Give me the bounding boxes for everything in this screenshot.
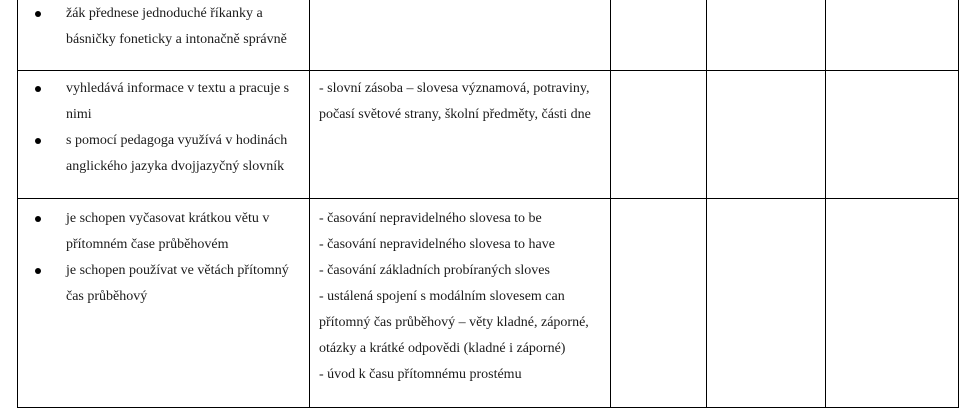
table-row [18,0,959,71]
content-line: - časování základních probíraných sloves [319,263,550,278]
content-lines [310,199,610,388]
list-item [18,128,309,180]
empty-cell [826,199,959,408]
outcome-list [18,71,309,180]
outcomes-cell [18,199,310,408]
outcome-list [18,199,309,310]
table-row [18,71,959,199]
content-line: počasí světové strany, školní předměty, části dne [319,107,591,122]
bullet-icon [35,11,41,17]
empty-cell [826,71,959,199]
list-item [18,206,309,258]
outcome-text: je schopen používat ve větách přítomný čas průběhový [66,263,289,304]
outcome-text: je schopen vyčasovat krátkou větu v přítomném čase průběhovém [66,211,270,252]
content-cell [310,199,611,408]
table-row [18,199,959,408]
bullet-icon [35,216,41,222]
list-item [18,258,309,310]
outcome-list [18,0,309,53]
outcomes-cell [18,0,310,71]
empty-cell [707,0,826,71]
content-lines [310,71,610,128]
list-item [18,1,309,53]
content-line: otázky a krátké odpovědi (kladné i záporné) [319,341,566,356]
content-line: - ustálená spojení s modálním slovesem can [319,289,565,304]
empty-cell [707,71,826,199]
content-cell [310,0,611,71]
bullet-icon [35,138,41,144]
content-line: - časování nepravidelného slovesa to have [319,237,555,252]
outcome-text: žák přednese jednoduché říkanky a básničky foneticky a intonačně správně [66,6,287,47]
content-line: - časování nepravidelného slovesa to be [319,211,542,226]
bullet-icon [35,268,41,274]
empty-cell [611,199,707,408]
bullet-icon [35,86,41,92]
list-item [18,76,309,128]
outcomes-cell [18,71,310,199]
content-line: - úvod k času přítomnému prostému [319,367,522,382]
empty-cell [707,199,826,408]
empty-cell [826,0,959,71]
outcome-text: s pomocí pedagoga využívá v hodinách anglického jazyka dvojjazyčný slovník [66,133,288,174]
outcome-text: vyhledává informace v textu a pracuje s nimi [66,81,290,122]
empty-cell [611,0,707,71]
content-cell [310,71,611,199]
empty-cell [611,71,707,199]
curriculum-table [17,0,959,408]
content-line: přítomný čas průběhový – věty kladné, záporné, [319,315,589,330]
content-line: - slovní zásoba – slovesa významová, potraviny, [319,81,590,96]
